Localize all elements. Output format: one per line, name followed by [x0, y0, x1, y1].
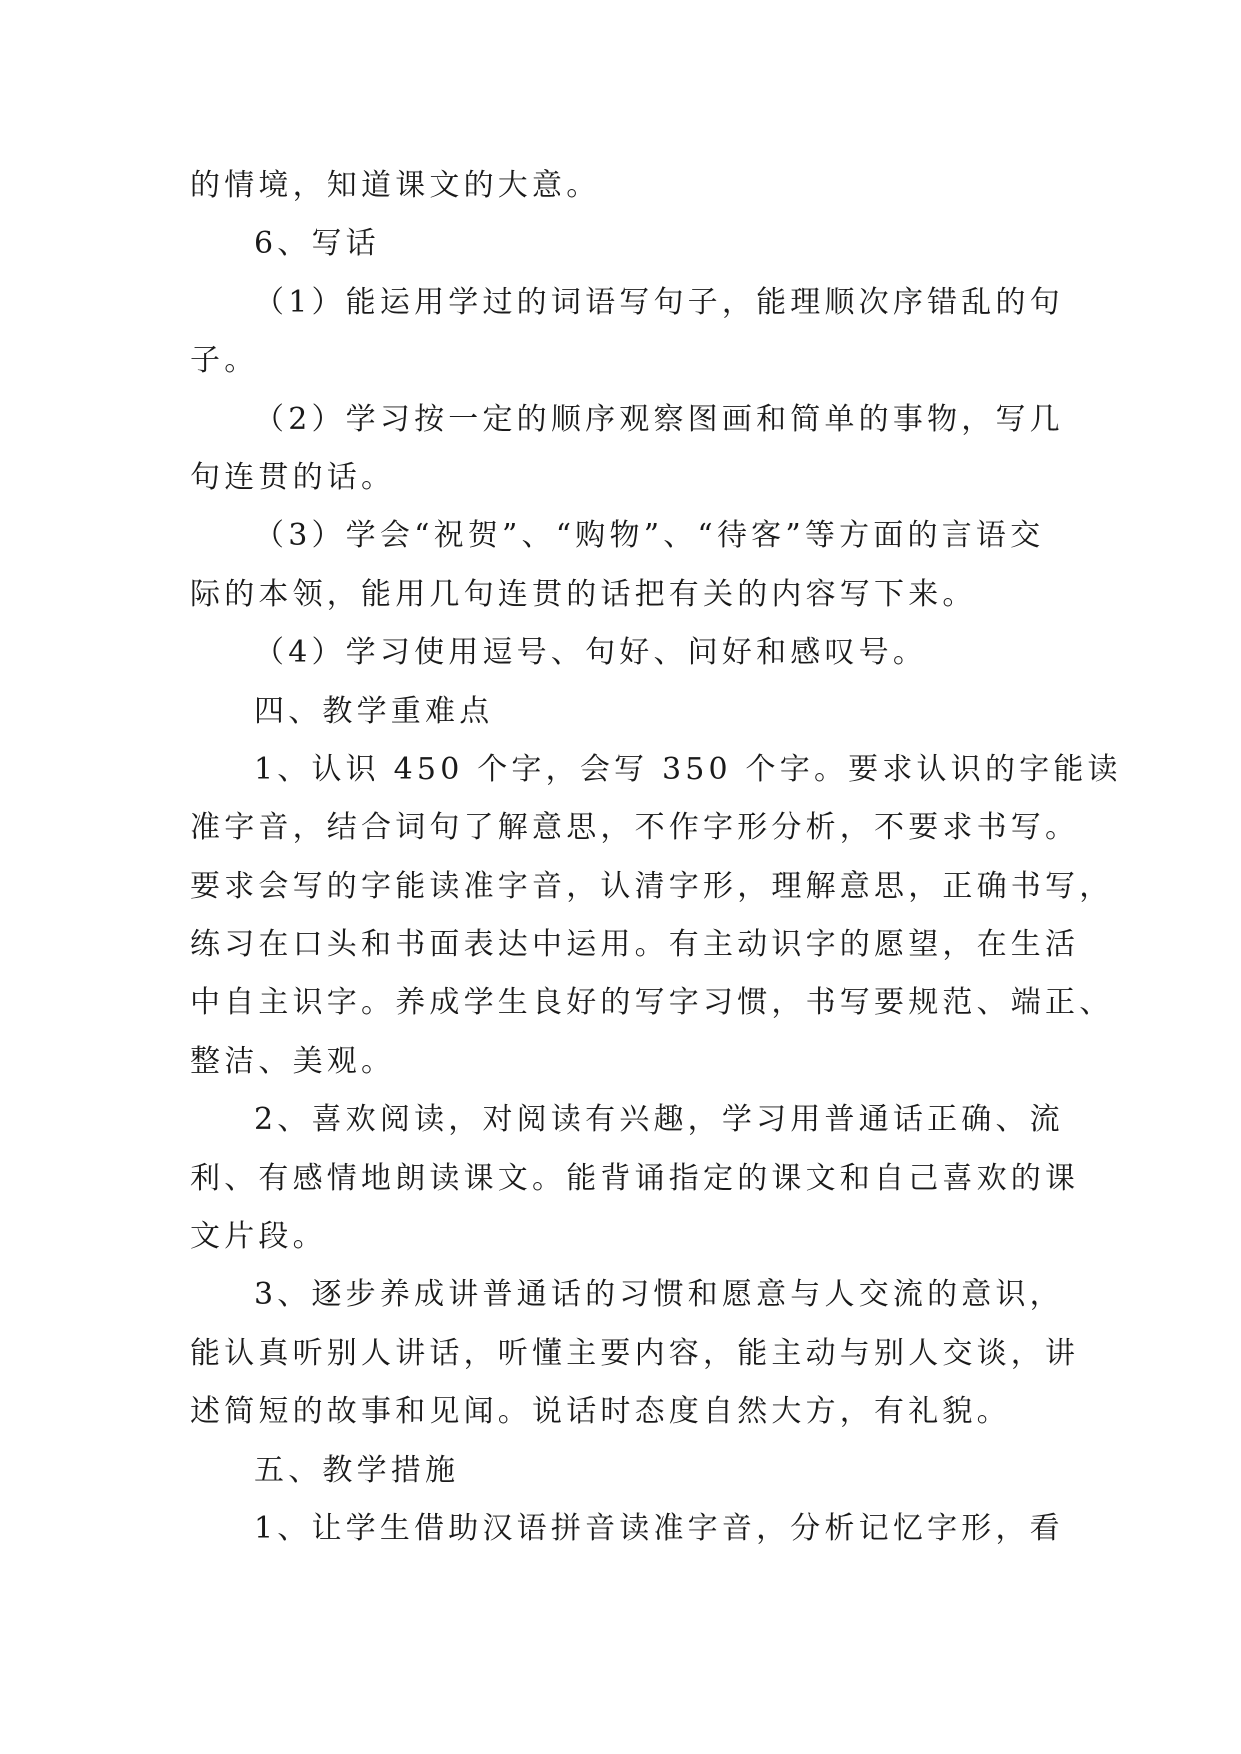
- text-line: （4）学习使用逗号、句好、问好和感叹号。: [254, 635, 928, 671]
- text-line: 的情境，知道课文的大意。: [190, 168, 601, 203]
- text-line: 要求会写的字能读准字音，认清字形，理解意思，正确书写，: [190, 868, 1114, 904]
- section-heading: 6、写话: [254, 226, 380, 262]
- text-line: 1、让学生借助汉语拼音读准字音，分析记忆字形，看: [254, 1510, 1064, 1546]
- text-line: 2、喜欢阅读，对阅读有兴趣，学习用普通话正确、流: [254, 1102, 1064, 1138]
- text-line: （2）学习按一定的顺序观察图画和简单的事物，写几: [254, 401, 1064, 437]
- text-line: 述简短的故事和见闻。说话时态度自然大方，有礼貌。: [190, 1394, 1011, 1430]
- text-line: 整洁、美观。: [190, 1043, 396, 1079]
- text-line: （1）能运用学过的词语写句子，能理顺次序错乱的句: [254, 284, 1064, 320]
- text-line: 句连贯的话。: [190, 459, 396, 495]
- text-line: 际的本领，能用几句连贯的话把有关的内容写下来。: [190, 576, 977, 612]
- text-line: 文片段。: [190, 1219, 327, 1255]
- section-heading: 四、教学重难点: [254, 693, 494, 729]
- text-line: 能认真听别人讲话，听懂主要内容，能主动与别人交谈，讲: [190, 1335, 1080, 1371]
- text-line: （3）学会“祝贺”、“购物”、“待客”等方面的言语交: [254, 518, 1045, 554]
- section-heading: 五、教学措施: [254, 1452, 460, 1488]
- document-body: [190, 157, 1122, 1558]
- text-line: 中自主识字。养成学生良好的写字习惯，书写要规范、端正、: [190, 985, 1114, 1021]
- text-line: 子。: [190, 343, 259, 379]
- text-line: 3、逐步养成讲普通话的习惯和愿意与人交流的意识，: [254, 1277, 1064, 1313]
- text-line: 练习在口头和书面表达中运用。有主动识字的愿望，在生活: [190, 927, 1080, 963]
- text-line: 准字音，结合词句了解意思，不作字形分析，不要求书写。: [190, 810, 1080, 846]
- text-line: 利、有感情地朗读课文。能背诵指定的课文和自己喜欢的课: [190, 1160, 1080, 1196]
- text-line: 1、认识 450 个字，会写 350 个字。要求认识的字能读: [254, 751, 1122, 787]
